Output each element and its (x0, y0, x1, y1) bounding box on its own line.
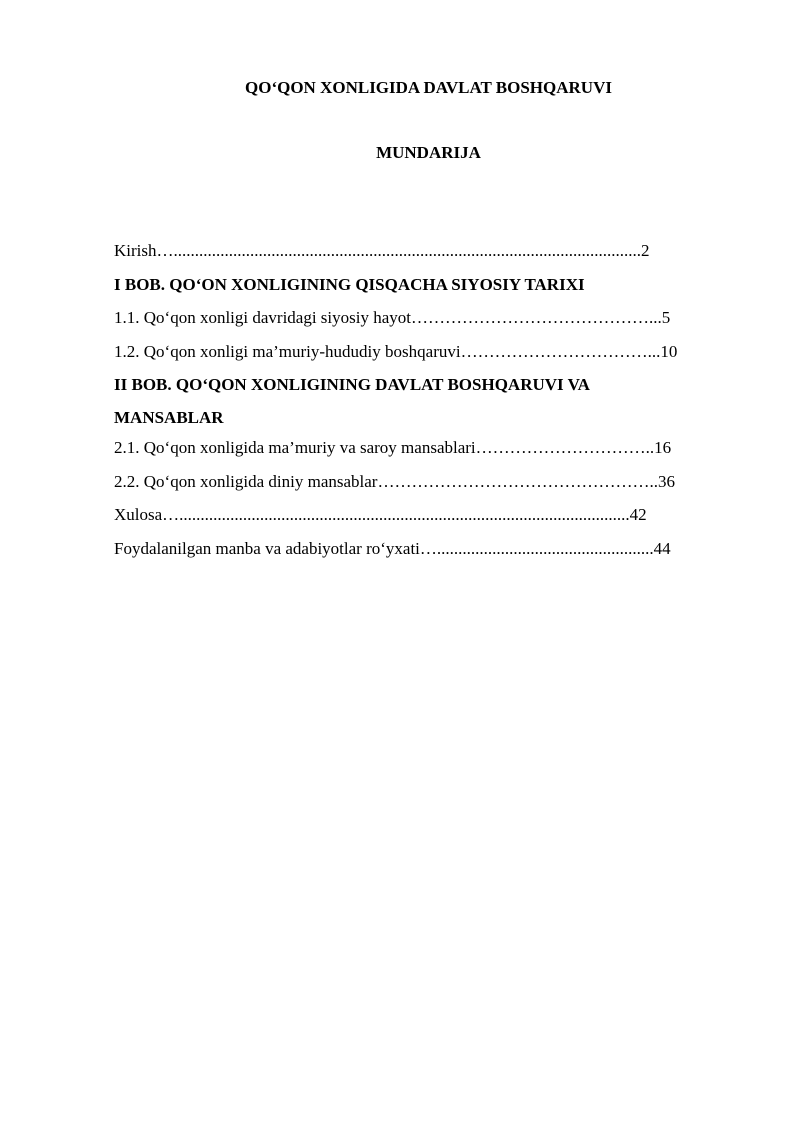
toc-entry-conclusion: Xulosa…..........................................................................................................42 (114, 505, 647, 524)
toc-entry-2-2: 2.2. Qo‘qon xonligida diniy mansablar…………………………………………..36 (114, 471, 675, 491)
toc-entry-introduction: Kirish…..............................................................................................................2 (114, 241, 650, 260)
toc-chapter-1: I BOB. QO‘ON XONLIGINING QISQACHA SIYOSIY TARIXI (114, 274, 585, 294)
toc-heading: MUNDARIJA (376, 143, 481, 162)
table-of-contents (114, 238, 764, 569)
toc-entry-1-1: 1.1. Qo‘qon xonligi davridagi siyosiy hayot……………………………………...5 (114, 308, 671, 327)
toc-entry-1-2: 1.2. Qo‘qon xonligi ma’muriy-hududiy boshqaruvi……………………………...10 (114, 341, 678, 361)
toc-chapter-2: II BOB. QO‘QON XONLIGINING DAVLAT BOSHQARUVI VA MANSABLAR (114, 375, 590, 427)
document-title: QO‘QON XONLIGIDA DAVLAT BOSHQARUVI (245, 78, 612, 97)
toc-entry-bibliography: Foydalanilgan manba va adabiyotlar ro‘yxati…...................................................44 (114, 538, 671, 558)
toc-entry-2-1: 2.1. Qo‘qon xonligida ma’muriy va saroy mansablari…………………………..16 (114, 438, 672, 457)
